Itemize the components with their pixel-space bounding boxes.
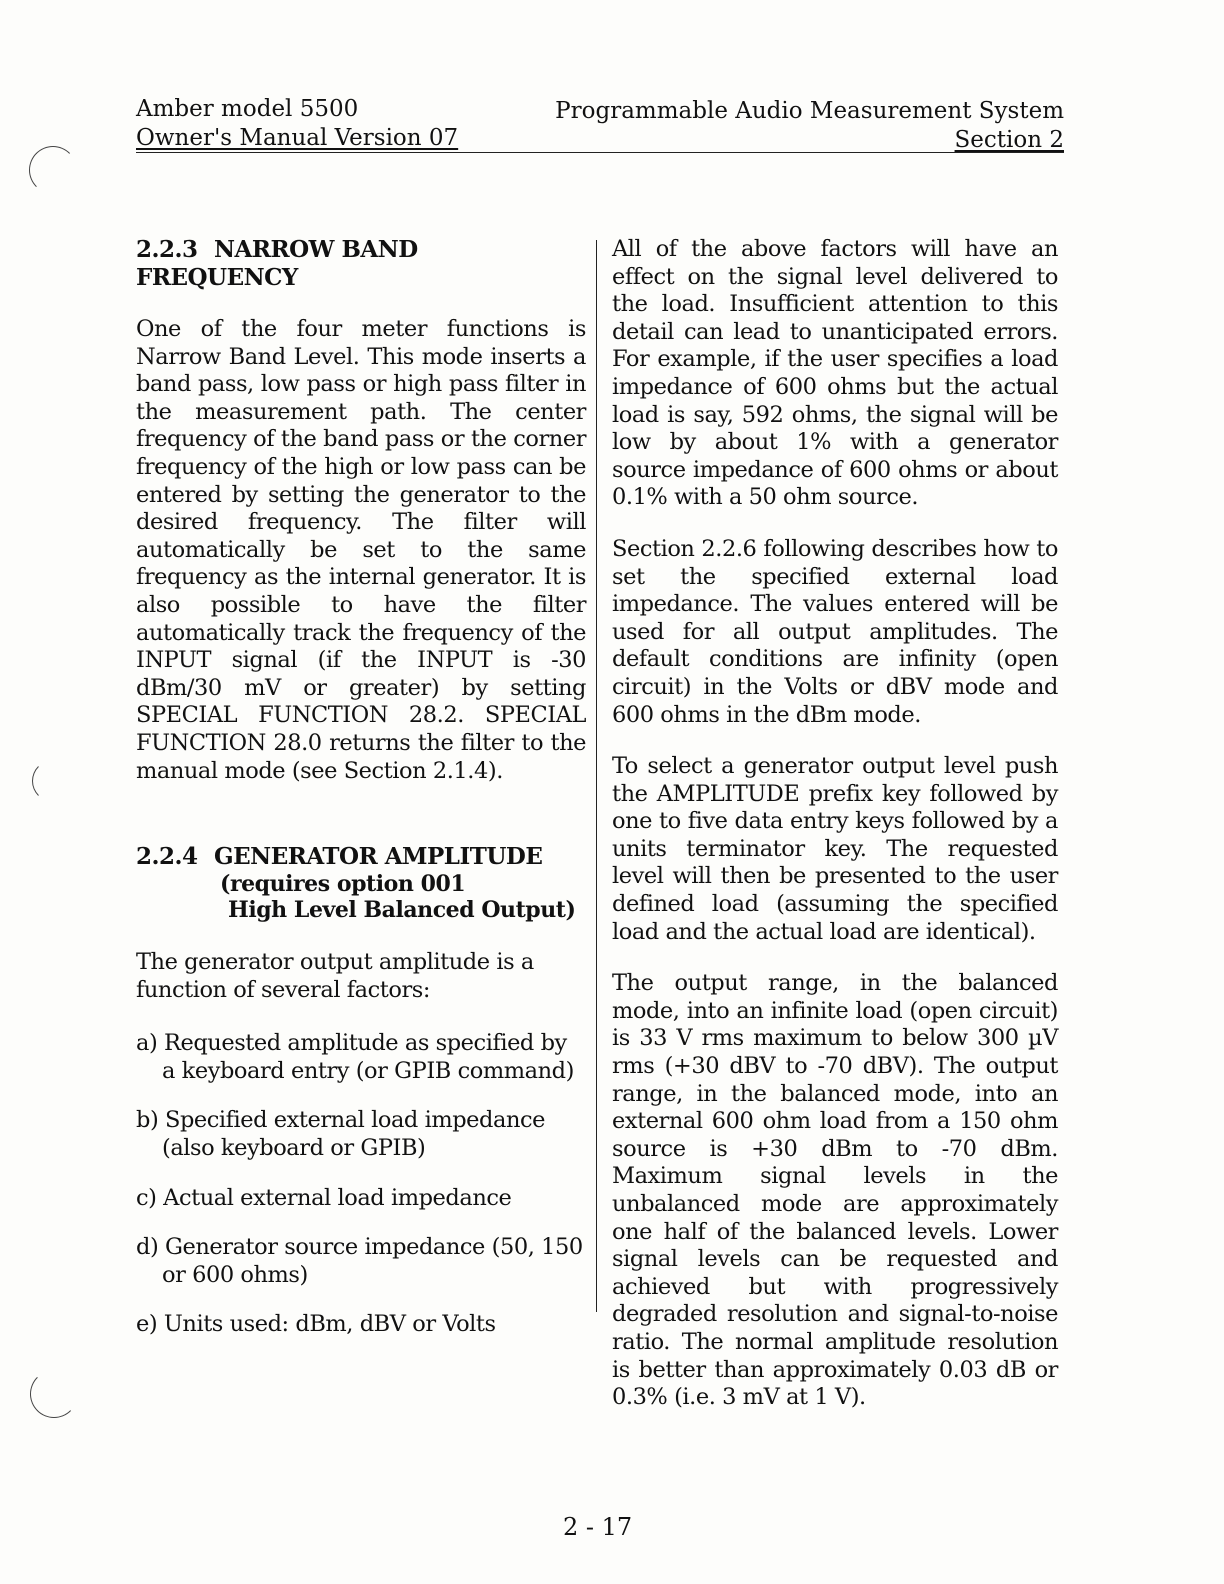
section-223-body: One of the four meter functions is Narrow Band Level. This mode inserts a band pass, low pass or high pass filter in the measurement path. The center frequency of the band pass or the corner frequency of the high or low pass can be entered by setting the generator to the desired frequency. The filter will automatically be set to the same frequency as the internal generator. It is also possible to have the filter automatically track the frequency of the INPUT signal (if the INPUT is -30 dBm/30 mV or greater) by setting SPECIAL FUNCTION 28.2. SPECIAL FUNCTION 28.0 returns the filter to the manual mode (see Section 2.1.4). (136, 316, 586, 784)
system-title: Programmable Audio Measurement System (555, 98, 1064, 124)
list-item: a) Requested amplitude as specified by a keyboard entry (or GPIB command) (136, 1030, 574, 1084)
section-223-number: 2.2.3 (136, 236, 198, 263)
section-224-subtitle-2: High Level Balanced Output) (228, 897, 576, 924)
load-effects-paragraph: All of the above factors will have an effect on the signal level delivered to the load. Insufficient attention to this detail can lead to unanticipated errors. For example, if the user specifies a load impedance of 600 ohms but the actual load is say, 592 ohms, the signal will be low by about 1% with a generator source impedance of 600 ohms or about 0.1% with a 50 ohm source. (612, 236, 1058, 511)
list-item: e) Units used: dBm, dBV or Volts (136, 1311, 496, 1338)
section-223-heading (136, 236, 586, 292)
list-item: b) Specified external load impedance (also keyboard or GPIB) (136, 1107, 546, 1162)
section-224-intro: The generator output amplitude is a function of several factors: (136, 949, 534, 1003)
section-label: Section 2 (954, 127, 1064, 153)
punch-hole-mark-middle (32, 760, 74, 802)
punch-hole-mark-bottom (30, 1370, 78, 1418)
list-item: c) Actual external load impedance (136, 1184, 512, 1211)
header-right (555, 97, 1064, 155)
manual-version: Owner's Manual Version 07 (136, 125, 459, 151)
load-impedance-paragraph: Section 2.2.6 following describes how to set the specified external load impedance. The values entered will be used for all output amplitudes. The default conditions are infinity (open circuit) in the Volts or dBV mode and 600 ohms in the dBm mode. (612, 535, 1058, 728)
section-224-subtitle-1: (requires option 001 (220, 871, 466, 898)
header-rule (136, 152, 1064, 153)
left-column (136, 236, 586, 1361)
section-224-number: 2.2.4 (136, 843, 198, 871)
section-223-title: NARROW BAND FREQUENCY (136, 236, 418, 291)
column-divider (596, 240, 597, 1312)
page-number: 2 - 17 (563, 1513, 633, 1541)
section-224-heading (136, 843, 586, 871)
punch-hole-mark-top (29, 146, 77, 194)
list-item: d) Generator source impedance (50, 150 or 600 ohms) (136, 1234, 583, 1288)
output-range-paragraph: The output range, in the balanced mode, into an infinite load (open circuit) is 33 V rms maximum to below 300 µV rms (+30 dBV to -70 dBV). The output range, in the balanced mode, into an external 600 ohm load from a 150 ohm source is +30 dBm to -70 dBm. Maximum signal levels in the unbalanced mode are approximately one half of the balanced levels. Lower signal levels can be requested and achieved but with progressively degraded resolution and signal-to-noise ratio. The normal amplitude resolution is better than approximately 0.03 dB or 0.3% (i.e. 3 mV at 1 V). (612, 970, 1058, 1411)
model-title: Amber model 5500 (136, 96, 359, 122)
right-column (612, 236, 1058, 1412)
header-left (136, 95, 458, 153)
factor-list (136, 1030, 586, 1339)
select-level-paragraph: To select a generator output level push the AMPLITUDE prefix key followed by one to five data entry keys followed by a units terminator key. The requested level will then be presented to the user defined load (assuming the specified load and the actual load are identical). (612, 753, 1058, 945)
section-224-title: GENERATOR AMPLITUDE (214, 843, 543, 871)
